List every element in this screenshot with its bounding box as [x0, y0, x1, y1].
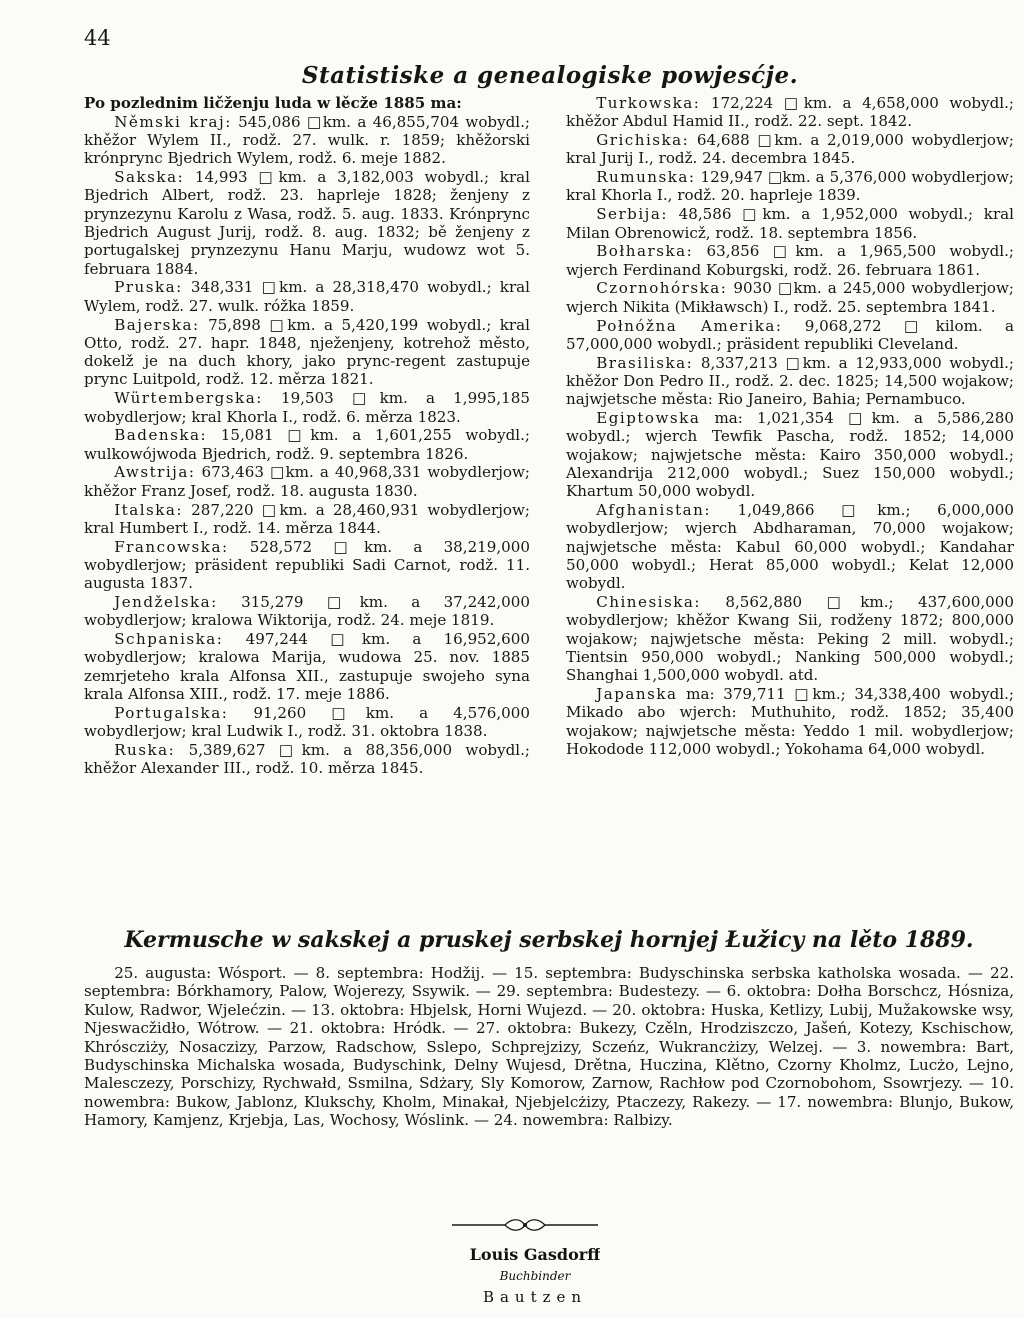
country-entry	[84, 278, 530, 315]
kermuse-schedule: 25. augusta: Wósport. — 8. septembra: Hodžij. — 15. septembra: Budyschinska serbska katholska wosada. — 22. septembra: Bórkhamory, Palow, Wojerezy, Ssywik. — 29. septembra: Budestezy. — 6. oktobra: Dołha Borschcz, Hósniza, Kulow, Radwor, Wjelećzin. — 13. oktobra: Hbjelsk, Horni Wujezd. — 20. oktobra: Huska, Ketlizy, Lubij, Mužakowske wsy, Njeswacžidło, Wótrow. — 21. oktobra: Hródk. — 27. oktobra: Bukezy, Czěln, Hrodziszczo, Jašeń, Kotezy, Kschischow, Khróscziży, Nosaczizy, Parzow, Radschow, Sslepo, Schprejzizy, Sczeńz, Wukrancżizy, Welzej. — 3. nowembra: Bart, Budyschinska Michalska wosada, Budyschink, Delny Wujesd, Drětna, Huczina, Klětno, Czorny Kholmz, Lucżo, Lejno, Malesczezy, Porschizy, Rychwałd, Ssmilna, Sdżary, Sly Komorow, Zarnow, Rachłow pod Czornobohom, Ssowrjezy. — 10. nowembra: Bukow, Jablonz, Klukschy, Kholm, Minakał, Njebjelcżizy, Ptaczezy, Rakezy. — 17. nowembra: Blunjo, Bukow, Hamory, Kamjenz, Krjebja, Las, Wochosy, Wóslink. — 24. nowembra: Ralbizy.	[84, 964, 1014, 1130]
country-name: Afghanistan:	[596, 501, 711, 520]
stamp-role: Buchbinder	[499, 1269, 571, 1283]
country-name: Serbija:	[596, 205, 668, 224]
country-text: 287,220 □km. a 28,460,931 wobydlerjow; kral Humbert I., rodž. 14. měrza 1844.	[84, 500, 530, 537]
country-name: Portugalska:	[114, 703, 229, 722]
country-name: Awstrija:	[114, 463, 196, 482]
country-entry	[84, 593, 530, 630]
stamp-city: Bautzen	[482, 1288, 588, 1306]
country-name: Francowska:	[114, 537, 229, 556]
page-title: Statistiske a genealogiske powjesćje.	[301, 62, 799, 89]
country-text: 91,260 □km. a 4,576,000 wobydlerjow; kral Ludwik I., rodž. 31. oktobra 1838.	[84, 703, 530, 741]
country-text: 129,947 □km. a 5,376,000 wobydlerjow; kral Khorla I., rodž. 20. haprleje 1839.	[566, 168, 1014, 205]
country-text: 528,572 □km. a 38,219,000 wobydlerjow; präsident republiki Sadi Carnot, rodž. 11. augusta 1837.	[84, 537, 530, 593]
country-text: ma: 379,711 □km.; 34,338,400 wobydl.; Mikado abo wjerch: Muthuhito, rodž. 1852; 35,400 wojakow; najwjetsche města: Yeddo 1 mil. wobydlerjow; Hokodode 112,000 wobydl.; Yokohama 64,000 wobydl.	[566, 685, 1014, 758]
country-name: Badenska:	[114, 426, 208, 445]
left-column	[84, 94, 530, 778]
ornament-divider	[450, 1215, 600, 1235]
country-text: 497,244 □km. a 16,952,600 wobydlerjow; kralowa Marija, wudowa 25. nov. 1885 zemrjeteho krala Alfonsa XII., zastupuje swojeho syna krala Alfonsa XIII., rodž. 17. meje 1886.	[84, 630, 530, 703]
country-entry	[84, 426, 530, 463]
country-text: 673,463 □km. a 40,968,331 wobydlerjow; khěžor Franz Josef, rodž. 18. augusta 1830.	[84, 463, 530, 500]
country-entry	[84, 538, 530, 593]
country-text: 8,337,213 □km. a 12,933,000 wobydl.; khěžor Don Pedro II., rodž. 2. dec. 1825; 14,500 wojakow; najwjetsche města: Rio Janeiro, Bahia; Pernambuco.	[566, 353, 1014, 409]
country-text: ma: 1,021,354 □km. a 5,586,280 wobydl.; wjerch Tewfik Pascha, rodž. 1852; 14,000 wojakow; najwjetsche města: Kairo 350,000 wobydl.; Alexandrija 212,000 wobydl.; Suez 150,000 wobydl.; Khartum 50,000 wobydl.	[566, 409, 1014, 501]
country-text: 9030 □km. a 245,000 wobydlerjow; wjerch Nikita (Mikławsch) I., rodž. 25. septembra 1841.	[566, 279, 1014, 316]
country-entry	[566, 409, 1014, 500]
country-text: 15,081 □km. a 1,601,255 wobydl.; wulkowójwoda Bjedrich, rodž. 9. septembra 1826.	[84, 426, 530, 463]
country-text: 5,389,627 □km. a 88,356,000 wobydl.; khěžor Alexander III., rodž. 10. měrza 1845.	[84, 740, 530, 778]
country-name: Bołharska:	[596, 242, 694, 261]
section-title: Kermusche w sakskej a pruskej serbskej hornjej Łužicy na lěto 1889.	[124, 927, 974, 953]
country-text: 172,224 □km. a 4,658,000 wobydl.; khěžor Abdul Hamid II., rodž. 22. sept. 1842.	[566, 94, 1014, 131]
country-entry	[566, 317, 1014, 354]
country-text: 75,898 □km. a 5,420,199 wobydl.; kral Otto, rodž. 27. hapr. 1848, nježenjeny, kotrehož město, dokelž je na duch khory, jako prync-regent zastupuje prync Luitpold, rodž. 12. měrza 1821.	[84, 315, 530, 389]
country-entry	[566, 242, 1014, 279]
right-column	[566, 94, 1014, 759]
country-name: Czornohórska:	[596, 279, 728, 298]
country-text: 64,688 □km. a 2,019,000 wobydlerjow; kral Jurij I., rodž. 24. decembra 1845.	[566, 131, 1014, 168]
country-text: 1,049,866 □km.; 6,000,000 wobydlerjow; wjerch Abdharaman, 70,000 wojakow; najwjetsche města: Kabul 60,000 wobydl.; Kandahar 50,000 wobydl.; Herat 85,000 wobydl.; Kelat 12,000 wobydl.	[566, 501, 1014, 593]
country-entry	[566, 205, 1014, 242]
country-entry	[566, 685, 1014, 758]
country-entry	[84, 501, 530, 538]
country-name: Würtembergska:	[114, 389, 263, 408]
country-text: 348,331 □km. a 28,318,470 wobydl.; kral Wylem, rodž. 27. wulk. róžka 1859.	[84, 278, 530, 315]
page-number: 44	[84, 26, 111, 50]
country-text: 63,856 □km. a 1,965,500 wobydl.; wjerch Ferdinand Koburgski, rodž. 26. februara 1861.	[566, 242, 1014, 279]
country-entry	[84, 463, 530, 500]
country-name: Jendželska:	[114, 593, 218, 612]
country-entry	[566, 501, 1014, 592]
country-name: Turkowska:	[596, 94, 701, 112]
country-entry	[84, 741, 530, 778]
country-text: 9,068,272 □kilom. a 57,000,000 wobydl.; präsident republiki Cleveland.	[566, 316, 1014, 353]
country-name: Ruska:	[114, 740, 176, 759]
bookbinder-stamp	[470, 1240, 600, 1312]
country-text: 8,562,880 □km.; 437,600,000 wobydlerjow; khěžor Kwang Sii, rodženy 1872; 800,000 wojakow; najwjetsche města: Peking 2 mill. wobydl.; Tientsin 950,000 wobydl.; Nanking 500,000 wobydl.; Shanghai 1,500,000 wobydl. atd.	[566, 593, 1014, 685]
country-entry	[84, 113, 530, 168]
country-text: 315,279 □km. a 37,242,000 wobydlerjow; kralowa Wiktorija, rodž. 24. meje 1819.	[84, 593, 530, 630]
country-entry	[84, 168, 530, 278]
country-name: Pruska:	[114, 278, 183, 297]
country-name: Schpaniska:	[114, 630, 224, 649]
country-text: 19,503 □km. a 1,995,185 wobydlerjow; kral Khorla I., rodž. 6. měrza 1823.	[84, 389, 530, 426]
country-entry	[84, 630, 530, 703]
country-name: Italska:	[114, 500, 184, 519]
country-entry	[566, 354, 1014, 409]
country-entry	[566, 593, 1014, 684]
country-text: 48,586 □km. a 1,952,000 wobydl.; kral Milan Obrenowicž, rodž. 18. septembra 1856.	[566, 205, 1014, 242]
intro-line: Po pozlednim ličženju luda w lěcže 1885 ma:	[84, 94, 462, 112]
country-name: Grichiska:	[596, 131, 690, 150]
country-name: Sakska:	[114, 168, 185, 187]
country-name: Chinesiska:	[596, 593, 701, 612]
country-text: 14,993 □km. a 3,182,003 wobydl.; kral Bjedrich Albert, rodž. 23. haprleje 1828; ženjeny z prynzezynu Karolu z Wasa, rodž. 5. aug. 1833. Krónprync Bjedrich August Jurij, rodž. 8. aug. 1832; bě ženjeny z portugalskej prynzezynu Hanu Marju, wudowz wot 5. februara 1884.	[84, 168, 530, 278]
country-entry	[566, 279, 1014, 316]
country-entry	[566, 168, 1014, 205]
country-entry	[84, 316, 530, 389]
country-name: Rumunska:	[596, 168, 696, 187]
country-name: Połnóžna Amerika:	[596, 316, 783, 335]
stamp-name: Louis Gasdorff	[470, 1245, 600, 1264]
country-name: Bajerska:	[114, 315, 200, 334]
country-entry	[566, 94, 1014, 131]
country-name: Egiptowska	[596, 409, 701, 428]
country-entry	[84, 389, 530, 426]
country-name: Japanska	[596, 685, 678, 703]
country-name: Němski kraj:	[114, 112, 232, 131]
country-name: Brasiliska:	[596, 353, 694, 372]
country-text: 545,086 □km. a 46,855,704 wobydl.; khěžor Wylem II., rodž. 27. wulk. r. 1859; khěžorski krónprync Bjedrich Wylem, rodž. 6. meje 1882.	[84, 112, 530, 168]
country-entry	[84, 704, 530, 741]
country-entry	[566, 131, 1014, 168]
